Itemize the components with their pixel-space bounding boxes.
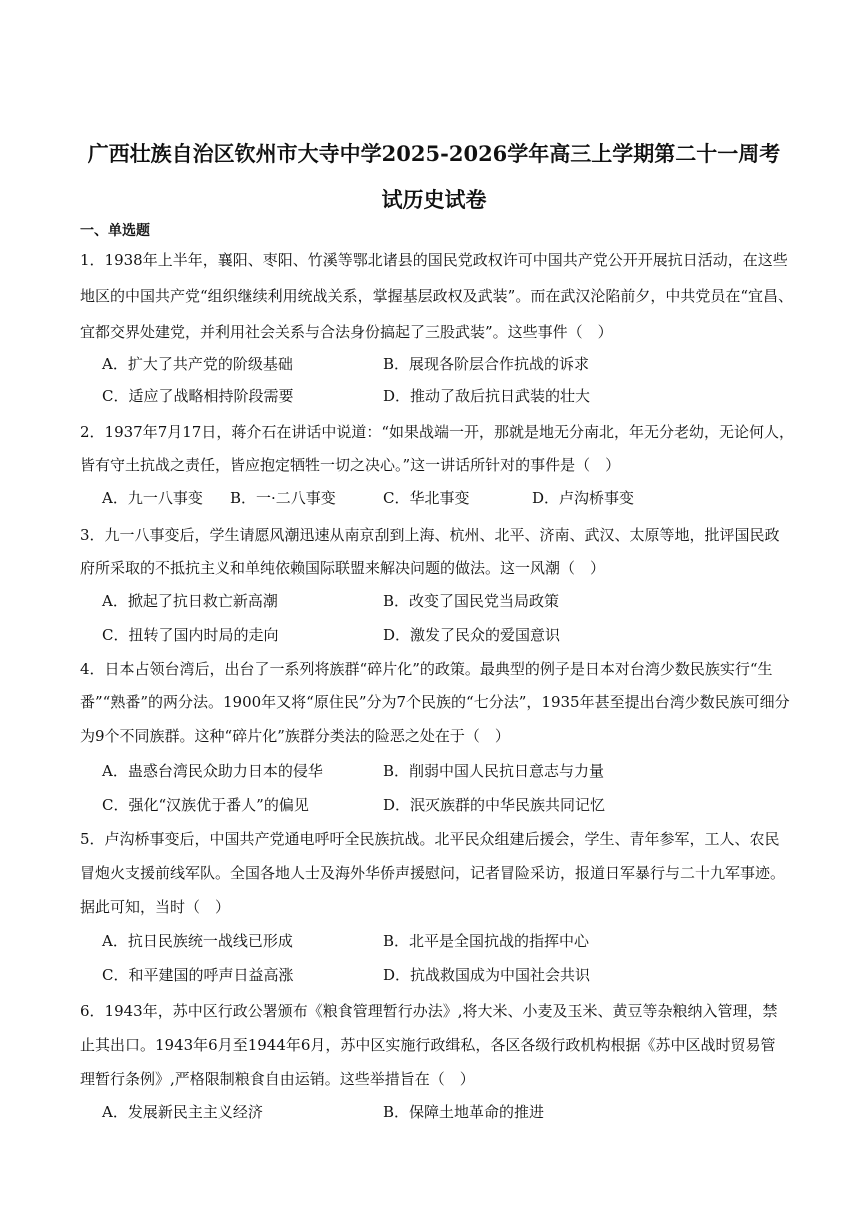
question-5-option-c[interactable]: C．和平建国的呼声日益高涨	[102, 966, 294, 984]
question-5-line-1: 5．卢沟桥事变后，中国共产党通电呼吁全民族抗战。北平民众组建后援会，学生、青年参军，工人、农民	[80, 830, 780, 848]
question-1-line-3: 宜都交界处建党，并利用社会关系与合法身份搞起了三股武装”。这些事件（ ）	[80, 323, 613, 341]
question-6-line-2: 止其出口。1943年6月至1944年6月，苏中区实施行政缉私，各区各级行政机构根据《苏中区战时贸易管	[80, 1036, 776, 1054]
question-1-option-c[interactable]: C．适应了战略相持阶段需要	[102, 387, 294, 405]
question-5-line-3: 据此可知，当时（ ）	[80, 898, 231, 916]
question-1-option-d[interactable]: D．推动了敌后抗日武装的壮大	[383, 387, 591, 405]
question-6-line-1: 6．1943年，苏中区行政公署颁布《粮食管理暂行办法》,将大米、小麦及玉米、黄豆等杂粮纳入管理，禁	[80, 1002, 778, 1020]
question-1-line-2: 地区的中国共产党“组织继续利用统战关系，掌握基层政权及武装”。而在武汉沦陷前夕，中共党员在“宜昌、	[80, 287, 794, 305]
question-4-line-3: 为9个不同族群。这种“碎片化”族群分类法的险恶之处在于（ ）	[80, 727, 510, 745]
question-5-option-a[interactable]: A．抗日民族统一战线已形成	[102, 932, 293, 950]
question-2-option-a[interactable]: A．九一八事变	[102, 489, 203, 507]
question-2-line-2: 皆有守土抗战之责任，皆应抱定牺牲一切之决心。”这一讲话所针对的事件是（ ）	[80, 456, 621, 474]
question-4-option-c[interactable]: C．强化“汉族优于番人”的偏见	[102, 796, 309, 814]
exam-title-line-1: 广西壮族自治区钦州市大寺中学2025-2026学年高三上学期第二十一周考	[87, 141, 781, 166]
question-5-option-b[interactable]: B．北平是全国抗战的指挥中心	[383, 932, 590, 950]
question-6-line-3: 理暂行条例》,严格限制粮食自由运销。这些举措旨在（ ）	[80, 1070, 475, 1088]
question-3-option-a[interactable]: A．掀起了抗日救亡新高潮	[102, 592, 278, 610]
question-4-option-d[interactable]: D．泯灭族群的中华民族共同记忆	[383, 796, 606, 814]
question-4-option-b[interactable]: B．削弱中国人民抗日意志与力量	[383, 762, 605, 780]
question-6-option-b[interactable]: B．保障土地革命的推进	[383, 1103, 545, 1121]
question-2-line-1: 2．1937年7月17日，蒋介石在讲话中说道：“如果战端一开，那就是地无分南北，年无分老幼，无论何人，	[80, 423, 795, 441]
question-2-option-d[interactable]: D．卢沟桥事变	[532, 489, 635, 507]
question-5-option-d[interactable]: D．抗战救国成为中国社会共识	[383, 966, 591, 984]
question-6-option-a[interactable]: A．发展新民主主义经济	[102, 1103, 263, 1121]
question-3-option-d[interactable]: D．激发了民众的爱国意识	[383, 626, 561, 644]
question-2-option-c[interactable]: C．华北事变	[383, 489, 470, 507]
section-heading: 一、单选题	[80, 223, 150, 239]
question-3-option-c[interactable]: C．扭转了国内时局的走向	[102, 626, 279, 644]
exam-title-line-2: 试历史试卷	[381, 187, 487, 212]
question-3-line-2: 府所采取的不抵抗主义和单纯依赖国际联盟来解决问题的做法。这一风潮（ ）	[80, 559, 606, 577]
question-1-option-a[interactable]: A．扩大了共产党的阶级基础	[102, 355, 293, 373]
question-5-line-2: 冒炮火支援前线军队。全国各地人士及海外华侨声援慰问，记者冒险采访，报道日军暴行与二十九军事迹。	[80, 864, 786, 882]
question-1-option-b[interactable]: B．展现各阶层合作抗战的诉求	[383, 355, 590, 373]
question-4-option-a[interactable]: A．蛊惑台湾民众助力日本的侵华	[102, 762, 323, 780]
question-3-option-b[interactable]: B．改变了国民党当局政策	[383, 592, 560, 610]
question-2-option-b[interactable]: B．一·二八事变	[230, 489, 336, 507]
question-1-line-1: 1．1938年上半年，襄阳、枣阳、竹溪等鄂北诸县的国民党政权许可中国共产党公开开展抗日活动，在这些	[80, 251, 788, 269]
question-4-line-2: 番”“熟番”的两分法。1900年又将“原住民”分为7个民族的“七分法”，1935年甚至提出台湾少数民族可细分	[80, 693, 790, 711]
question-4-line-1: 4．日本占领台湾后，出台了一系列将族群“碎片化”的政策。最典型的例子是日本对台湾少数民族实行“生	[80, 660, 773, 678]
question-3-line-1: 3．九一八事变后，学生请愿风潮迅速从南京刮到上海、杭州、北平、济南、武汉、太原等地，批评国民政	[80, 526, 780, 544]
